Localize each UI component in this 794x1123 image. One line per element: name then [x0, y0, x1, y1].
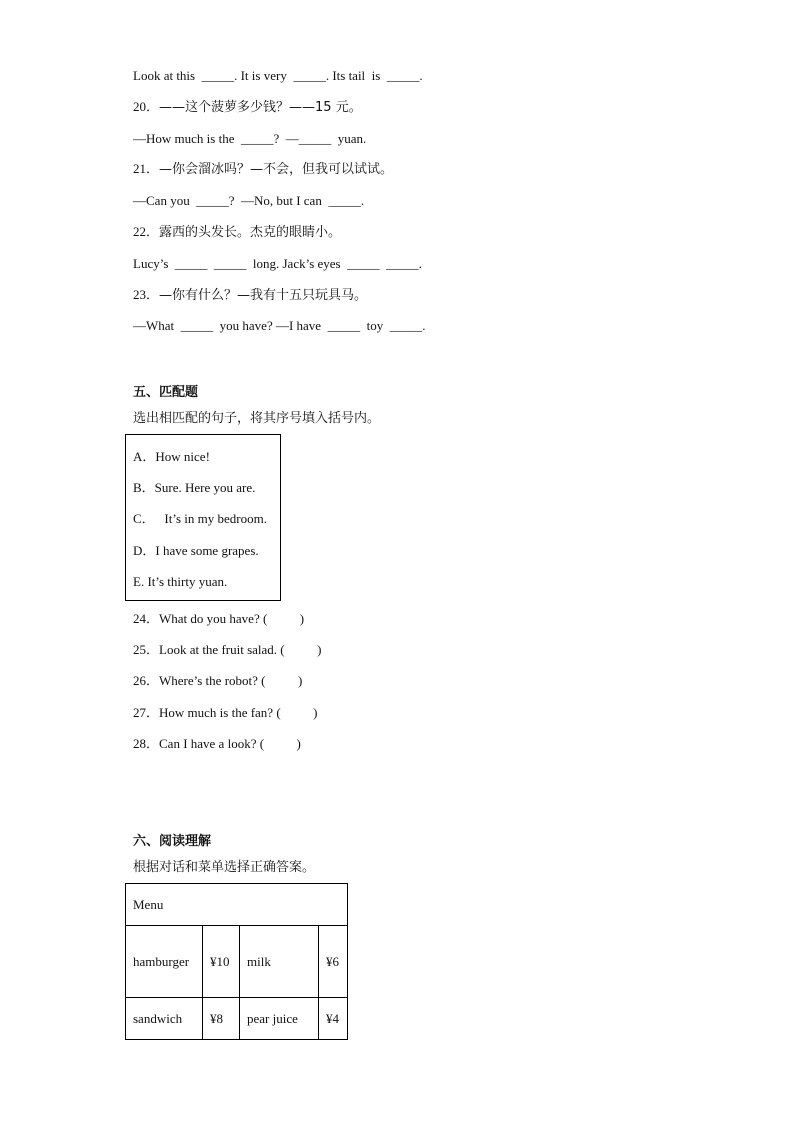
- menu-item-name: pear juice: [240, 998, 319, 1040]
- menu-item-name: sandwich: [126, 998, 203, 1040]
- options-box: [125, 434, 281, 601]
- blank-line-21: —Can you _____? —No, but I can _____.: [133, 193, 365, 208]
- question-23: [133, 287, 367, 304]
- menu-row: [126, 926, 348, 998]
- option-e: E. It’s thirty yuan.: [133, 574, 228, 589]
- option-a: A．How nice!: [133, 449, 210, 464]
- blank-line-20: —How much is the _____? —_____ yuan.: [133, 131, 367, 146]
- option-b: B．Sure. Here you are.: [133, 480, 256, 495]
- question-22: [133, 224, 341, 241]
- menu-item-name: milk: [240, 926, 319, 998]
- question-number: 20．: [133, 99, 160, 114]
- question-20: [133, 99, 362, 116]
- menu-item-price: ¥6: [319, 926, 348, 998]
- question-text-cn: ——这个菠萝多少钱？——15 元。: [159, 100, 362, 115]
- match-question-24: 24．What do you have? ( ): [133, 611, 305, 626]
- match-question-28: 28．Can I have a look? ( ): [133, 736, 301, 751]
- blank-line-23: —What _____ you have? —I have _____ toy _____.: [133, 318, 426, 333]
- match-question-25: 25．Look at the fruit salad. ( ): [133, 642, 322, 657]
- blank-line-22: Lucy’s _____ _____ long. Jack’s eyes _____ _____.: [133, 256, 422, 271]
- menu-item-price: ¥10: [203, 926, 240, 998]
- menu-item-price: ¥8: [203, 998, 240, 1040]
- question-number: 22．: [133, 224, 160, 239]
- section-heading-matching: 五、匹配题: [133, 385, 199, 400]
- question-text-cn: —你有什么？—我有十五只玩具马。: [159, 288, 368, 303]
- question-number: 21．: [133, 161, 160, 176]
- menu-row: [126, 998, 348, 1040]
- question-number: 23．: [133, 287, 160, 302]
- question-text-cn: 露西的头发长。杰克的眼睛小。: [159, 225, 342, 240]
- question-21: [133, 161, 393, 178]
- option-c: C． It’s in my bedroom.: [133, 511, 267, 526]
- match-question-26: 26．Where’s the robot? ( ): [133, 673, 303, 688]
- match-question-27: 27．How much is the fan? ( ): [133, 705, 318, 720]
- section-instruction-reading: 根据对话和菜单选择正确答案。: [133, 860, 316, 875]
- section-instruction-matching: 选出相匹配的句子，将其序号填入括号内。: [133, 411, 381, 426]
- option-d: D．I have some grapes.: [133, 543, 259, 558]
- menu-item-price: ¥4: [319, 998, 348, 1040]
- menu-table: [125, 883, 348, 1040]
- menu-title: Menu: [126, 884, 348, 926]
- menu-title-row: [126, 884, 348, 926]
- question-text-cn: —你会溜冰吗？—不会，但我可以试试。: [159, 162, 394, 177]
- section-heading-reading: 六、阅读理解: [133, 834, 212, 849]
- menu-item-name: hamburger: [126, 926, 203, 998]
- blank-line-19: Look at this _____. It is very _____. Its tail is _____.: [133, 68, 423, 83]
